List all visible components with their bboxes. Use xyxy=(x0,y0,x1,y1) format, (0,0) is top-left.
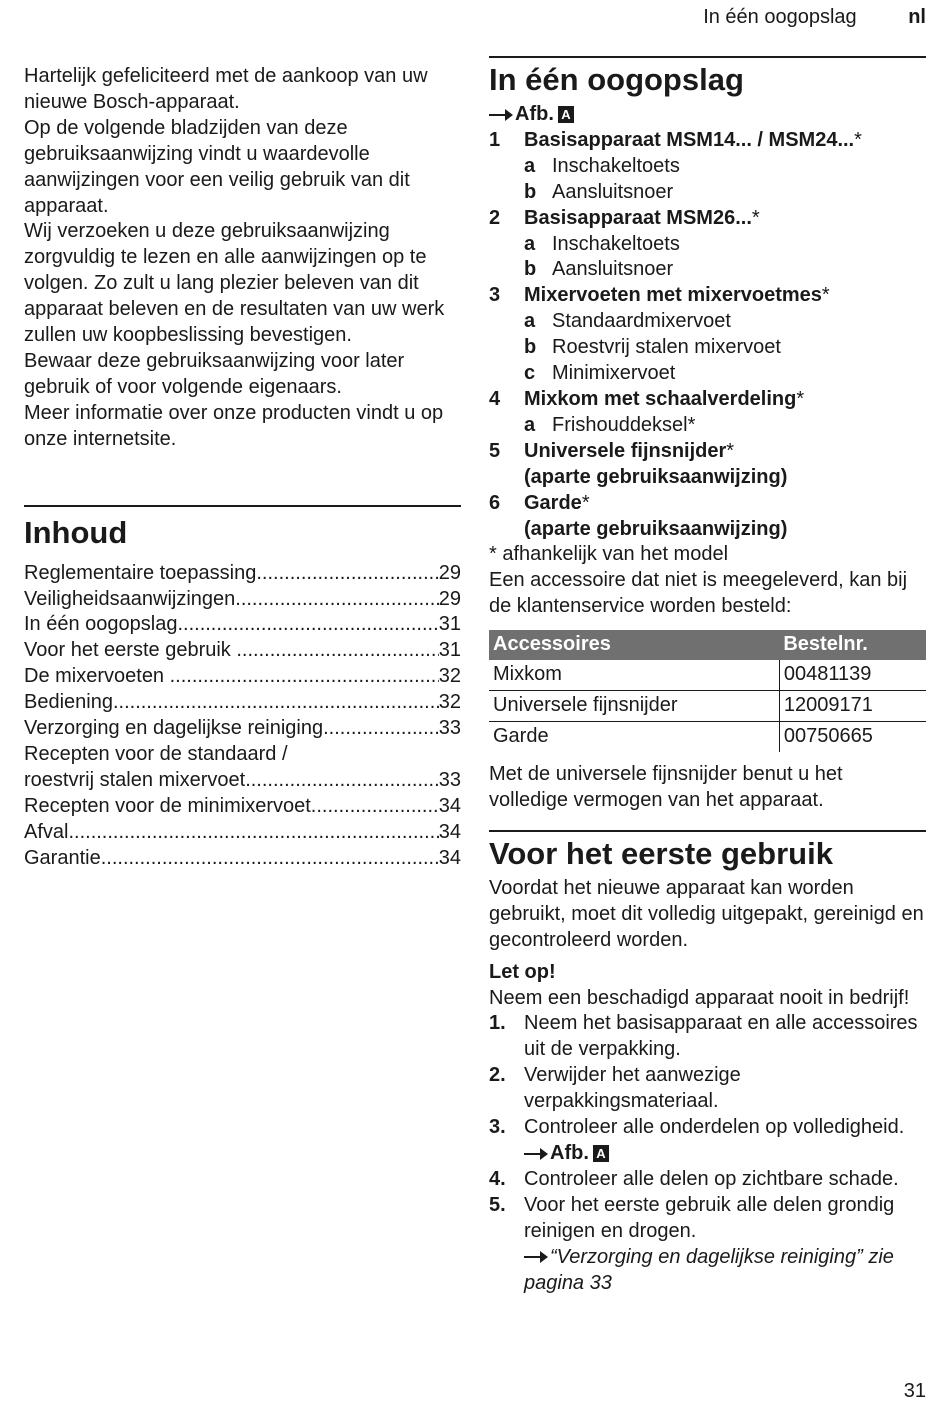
intro-paragraph: Hartelijk gefeliciteerd met de aankoop van uw nieuwe Bosch-apparaat. xyxy=(24,65,428,113)
toc-entry-page: 31 xyxy=(438,639,461,662)
first-use-title: Voor het eerste gebruik xyxy=(489,835,833,871)
list-subitem: b Roestvrij stalen mixervoet xyxy=(524,336,781,359)
toc-entry-page: 33 xyxy=(438,717,461,740)
overview-title: In één oogopslag xyxy=(489,62,744,97)
toc-entry-page: 33 xyxy=(438,768,461,791)
toc-entry-label: Verzorging en dagelijkse reiniging xyxy=(24,717,324,740)
intro-paragraph: Wij verzoeken u deze gebruiksaanwijzing zorgvuldig te lezen en alle aanwijzingen op te volgen. Zo zult u lang plezier beleven van dit apparaat beleven en de resultaten van uw werk zullen uw koopbeslissing bevestigen. xyxy=(24,220,445,347)
cross-reference-link[interactable]: “Verzorging en dagelijkse reiniging” zie pagina 33 xyxy=(524,1245,894,1294)
toc-entry[interactable] xyxy=(24,664,461,690)
arrow-right-icon xyxy=(489,102,515,128)
footnote: * afhankelijk van het model xyxy=(489,543,729,566)
intro-text xyxy=(24,64,461,453)
toc-entry-label: Bediening xyxy=(24,691,113,714)
toc-entry-page: 34 xyxy=(438,846,461,869)
intro-paragraph: Op de volgende bladzijden van deze gebruiksaanwijzing vindt u waardevolle aanwijzingen voor een veilig gebruik van dit apparaat. xyxy=(24,116,410,217)
section-divider xyxy=(24,505,461,507)
toc-entry[interactable] xyxy=(24,716,461,742)
warning-text: Neem een beschadigd apparaat nooit in bedrijf! xyxy=(489,986,910,1009)
toc-entry-page: 34 xyxy=(438,794,461,817)
arrow-right-icon xyxy=(524,1245,550,1271)
toc-entry-line[interactable]: Recepten voor de standaard / xyxy=(24,742,288,765)
intro-paragraph: Bewaar deze gebruiksaanwijzing voor later gebruik of voor volgende eigenaars. xyxy=(24,349,405,398)
right-column xyxy=(489,56,926,1296)
header-language-code: nl xyxy=(908,6,926,28)
column-header: Accessoires xyxy=(489,630,779,660)
toc-entry-label: Reglementaire toepassing xyxy=(24,561,257,584)
toc-entry[interactable] xyxy=(24,612,461,638)
table-row xyxy=(489,691,926,722)
toc-entry-page: 29 xyxy=(438,561,461,584)
left-column xyxy=(24,64,461,871)
list-item: 6 Garde* (aparte gebruiksaanwijzing) xyxy=(489,491,788,540)
toc-entry[interactable] xyxy=(24,794,461,820)
list-subitem: a Inschakeltoets xyxy=(524,232,680,255)
toc-entry[interactable] xyxy=(24,561,461,587)
list-item: 3 Mixervoeten met mixervoetmes* xyxy=(489,284,830,307)
table-cell: Universele fijnsnijder xyxy=(489,691,779,722)
list-item: 1 Basisapparaat MSM14... / MSM24...* xyxy=(489,128,862,151)
table-cell: Mixkom xyxy=(489,660,779,691)
toc-entry[interactable] xyxy=(24,587,461,613)
toc-title: Inhoud xyxy=(24,514,128,550)
first-use-intro: Voordat het nieuwe apparaat kan worden gebruikt, moet dit volledig uitgepakt, gereinigd en gecontroleerd worden. xyxy=(489,876,924,951)
list-subitem: a Inschakeltoets xyxy=(524,154,680,177)
toc-entry-label: In één oogopslag xyxy=(24,613,178,636)
list-subitem: b Aansluitsnoer xyxy=(524,258,674,281)
table-cell: 00481139 xyxy=(779,660,926,691)
table-cell: 00750665 xyxy=(779,722,926,753)
page-number: 31 xyxy=(903,1380,926,1402)
toc-entry[interactable] xyxy=(24,690,461,716)
table-cell: Garde xyxy=(493,725,549,748)
list-item: 2 Basisapparaat MSM26...* xyxy=(489,206,760,229)
figure-reference: Afb. A xyxy=(524,1142,609,1164)
toc-entry-label: Veiligheidsaanwijzingen xyxy=(24,587,236,610)
table-row xyxy=(489,660,926,691)
arrow-right-icon xyxy=(524,1141,550,1167)
running-header xyxy=(703,6,926,29)
list-subitem: c Minimixervoet xyxy=(524,362,676,385)
figure-reference xyxy=(489,102,926,128)
toc-entry-label: Voor het eerste gebruik xyxy=(24,639,237,662)
list-item: 1. Neem het basisapparaat en alle accessoires uit de verpakking. xyxy=(489,1012,918,1061)
toc-entry-label: Garantie xyxy=(24,846,101,869)
toc-entry-page: 29 xyxy=(438,587,461,610)
steps-list xyxy=(489,1011,926,1296)
toc-entry-page: 32 xyxy=(438,691,461,714)
accessories-table xyxy=(489,630,926,752)
warning-title: Let op! xyxy=(489,960,556,983)
list-subitem: b Aansluitsnoer xyxy=(524,180,674,203)
accessory-note: Een accessoire dat niet is meegeleverd, kan bij de klantenservice worden besteld: xyxy=(489,569,908,618)
figure-ref-label: Afb. xyxy=(515,103,554,125)
table-cell: 12009171 xyxy=(779,691,926,722)
toc-entry-label: Afval xyxy=(24,820,69,843)
toc-entry[interactable] xyxy=(24,768,461,794)
parts-list xyxy=(489,128,926,543)
list-item: 5 Universele fijnsnijder* (aparte gebruiksaanwijzing) xyxy=(489,439,788,488)
figure-letter-badge: A xyxy=(558,106,574,123)
list-item: 3. Controleer alle onderdelen op volledigheid. Afb. A xyxy=(489,1115,926,1167)
list-item: 4 Mixkom met schaalverdeling* xyxy=(489,387,805,410)
list-item: 2. Verwijder het aanwezige verpakkingsmateriaal. xyxy=(489,1064,741,1113)
list-item: 4. Controleer alle delen op zichtbare schade. xyxy=(489,1167,899,1190)
list-subitem: a Standaardmixervoet xyxy=(524,310,731,333)
header-section-title: In één oogopslag xyxy=(703,6,857,28)
table-header-row xyxy=(489,630,926,660)
table-row xyxy=(489,722,926,753)
list-item: 5. Voor het eerste gebruik alle delen grondig reinigen en drogen. xyxy=(489,1193,895,1242)
toc-entry-label: Recepten voor de minimixervoet xyxy=(24,794,311,817)
figure-letter-badge: A xyxy=(593,1145,609,1162)
toc-entry-label: roestvrij stalen mixervoet xyxy=(24,768,246,791)
list-subitem: a Frishouddeksel* xyxy=(524,413,696,436)
toc-entry-page: 31 xyxy=(438,613,461,636)
toc-entry[interactable] xyxy=(24,638,461,664)
toc-entry[interactable] xyxy=(24,820,461,846)
table-of-contents xyxy=(24,561,461,872)
toc-entry-page: 34 xyxy=(438,820,461,843)
after-table-text: Met de universele fijnsnijder benut u het volledige vermogen van het apparaat. xyxy=(489,763,843,812)
toc-entry-label: De mixervoeten xyxy=(24,665,170,688)
column-header: Bestelnr. xyxy=(779,630,926,660)
toc-entry[interactable] xyxy=(24,846,461,872)
intro-paragraph: Meer informatie over onze producten vindt u op onze internetsite. xyxy=(24,401,444,450)
toc-entry-page: 32 xyxy=(438,665,461,688)
